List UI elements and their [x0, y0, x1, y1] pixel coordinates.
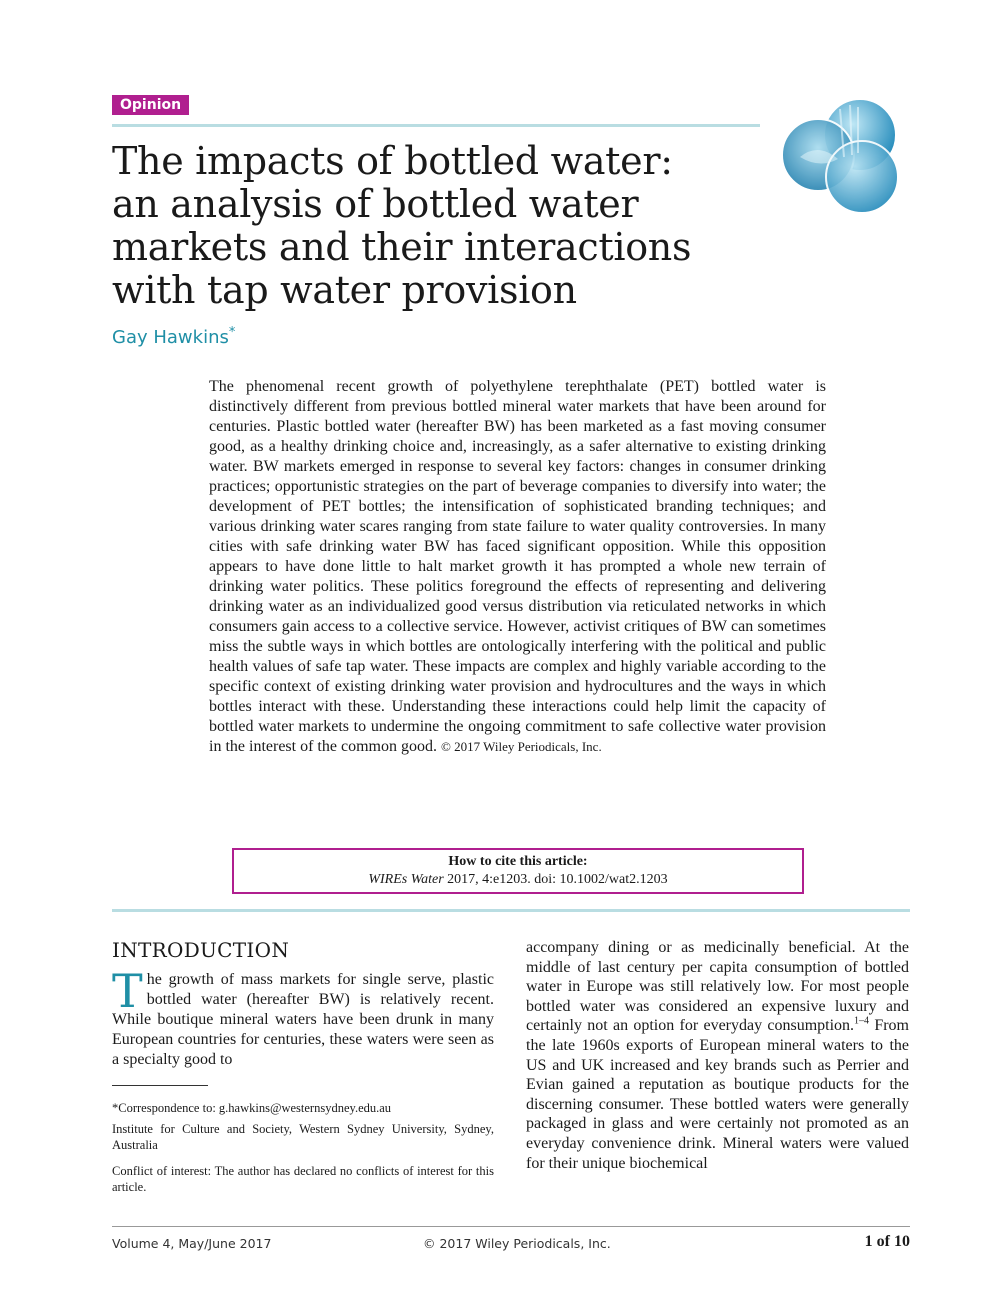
title-line: The impacts of bottled water:	[112, 139, 673, 183]
citation-heading: How to cite this article:	[448, 854, 588, 869]
footer-volume: Volume 4, May/June 2017	[112, 1236, 272, 1251]
abstract-text: The phenomenal recent growth of polyethylene terephthalate (PET) bottled water is distinctively different from previous bottled mineral water markets that have been around for centuries. Plastic bottled water (hereafter BW) has been marketed as a fast moving consumer good, as a healthy drinking choice and, increasingly, as a safer alternative to existing drinking water. BW markets emerged in response to several key factors: changes in consumer drinking practices; opportunistic strategies on the part of beverage companies to diversify into water; the development of PET bottles; the intensification of sophisticated branding techniques; and various drinking water scares ranging from state failure to water quality controversies. In many cities with safe drinking water BW has faced significant opposition. While this opposition appears to have done little to halt market growth it has prompted a whole new terrain of drinking water politics. These politics foreground the effects of representing and delivering drinking water as an individualized good versus distribution via reticulated networks in which consumers gain access to a collective service. However, activist critiques of BW can sometimes miss the subtle ways in which bottles are ontologically interfering with the political and public health values of safe tap water. These impacts are complex and highly variable according to the specific context of existing drinking water provision and hydrocultures and the ways in which bottles interact with these. Understanding these interactions could help limit the capacity of bottled water markets to undermine the ongoing commitment to safe collective water provision in the interest of the common good.	[209, 378, 826, 755]
opinion-tag: Opinion	[112, 95, 189, 115]
title-line: markets and their interactions	[112, 225, 692, 269]
footnote-correspondence: *Correspondence to: g.hawkins@westernsydney.edu.au	[112, 1101, 392, 1115]
abstract	[209, 377, 826, 757]
page-number: 1 of 10	[864, 1233, 910, 1250]
intro-left-column	[112, 964, 494, 1070]
citation-journal: WIREs Water	[368, 872, 444, 887]
citation-box	[232, 848, 804, 894]
drop-cap: T	[112, 964, 143, 1018]
journal-water-logo	[780, 97, 902, 215]
footnote-affiliation: Institute for Culture and Society, Western Sydney University, Sydney, Australia	[112, 1122, 494, 1152]
intro-right-text-b: From the late 1960s exports of European mineral waters to the US and UK increased and key brands such as Perrier and Evian gained a reputation as boutique products for the discerning consumer. These bottled waters were generally packaged in glass and were certainly not promoted as an everyday convenience drink. Mineral waters were valued for their unique biochemical	[526, 1017, 909, 1172]
section-rule	[112, 909, 910, 912]
citation-text	[234, 871, 802, 889]
intro-left-text: he growth of mass markets for single serve, plastic bottled water (hereafter BW) is relatively recent. While boutique mineral waters have been drunk in many European countries for centuries, these waters were seen as a specialty good to	[112, 971, 494, 1068]
intro-right-text-a: accompany dining or as medicinally beneficial. At the middle of last century per capita consumption of bottled water in Europe was still relatively low. For most people bottled water was considered an expensive luxury and certainly not an option for everyday consumption.	[526, 939, 909, 1035]
title-line: an analysis of bottled water	[112, 182, 639, 226]
author-name[interactable]	[112, 325, 235, 348]
footnote-conflict: Conflict of interest: The author has declared no conflicts of interest for this article.	[112, 1164, 494, 1194]
article-title	[112, 140, 772, 312]
reference-link[interactable]: 1–4	[854, 1016, 870, 1028]
footer-copyright: © 2017 Wiley Periodicals, Inc.	[423, 1236, 611, 1251]
footer-rule	[112, 1226, 910, 1227]
introduction-heading: INTRODUCTION	[112, 938, 290, 962]
citation-details: 2017, 4:e1203. doi: 10.1002/wat2.1203	[443, 872, 668, 887]
footnote-rule	[112, 1085, 208, 1086]
title-line: with tap water provision	[112, 268, 577, 312]
header-rule	[112, 124, 760, 127]
abstract-copyright: © 2017 Wiley Periodicals, Inc.	[440, 739, 602, 754]
intro-right-column	[526, 938, 909, 1173]
correspondence-mark: *	[228, 325, 236, 340]
author-name-text: Gay Hawkins	[112, 327, 229, 348]
